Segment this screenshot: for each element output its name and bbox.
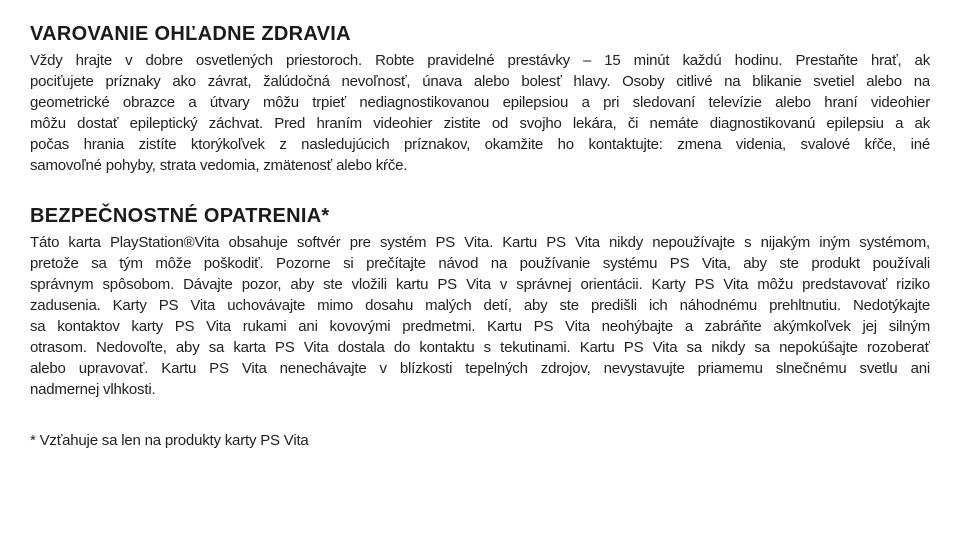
safety-precautions-paragraph [30,232,930,400]
health-warning-section [30,22,930,176]
safety-precautions-section [30,204,930,400]
health-warning-line: pociťujete príznaky ako závrat, žalúdočná nevoľnosť, únava alebo bolesť hlavy. Osoby citlivé na blikanie svetiel alebo na [30,73,930,90]
health-warning-paragraph [30,50,930,176]
health-warning-line: samovoľné pohyby, strata vedomia, zmätenosť alebo kŕče. [30,157,408,174]
safety-precautions-line: pretože sa tým môže poškodiť. Pozorne si prečítajte návod na používanie systému PS Vita, aby ste produkt používali [30,255,930,272]
safety-precautions-line: nadmernej vlhkosti. [30,381,156,398]
safety-precautions-line: Táto karta PlayStation®Vita obsahuje softvér pre systém PS Vita. Kartu PS Vita nikdy nepoužívajte s nijakým iným systémom, [30,234,930,251]
health-warning-line: môžu dostať epileptický záchvat. Pred hraním videohier zistite od svojho lekára, či nemáte diagnostikovanú epilepsiu a ak [30,115,930,132]
health-warning-title: VAROVANIE OHĽADNE ZDRAVIA [30,23,351,45]
health-warning-line: geometrické obrazce a útvary môžu trpieť nediagnostikovanou epilepsiou a pri sledovaní televízie alebo hraní videohier [30,94,930,111]
safety-precautions-line: otrasom. Nedovoľte, aby sa karta PS Vita dostala do kontaktu s tekutinami. Kartu PS Vita sa nikdy sa nepokúšajte rozoberať [30,339,930,356]
safety-precautions-line: sa kontaktov karty PS Vita rukami ani kovovými predmetmi. Kartu PS Vita neohýbajte a zabráňte akýmkoľvek jej silným [30,318,930,335]
safety-precautions-line: alebo upravovať. Kartu PS Vita nenechávajte v blízkosti tepelných zdrojov, nevystavujte priamemu slnečnému svetlu ani [30,360,930,377]
health-warning-line: Vždy hrajte v dobre osvetlených priestoroch. Robte pravidelné prestávky – 15 minút každú hodinu. Prestaňte hrať, ak [30,52,930,69]
footnote: * Vzťahuje sa len na produkty karty PS Vita [30,432,309,449]
safety-precautions-line: zadusenia. Karty PS Vita uchovávajte mimo dosahu malých detí, aby ste predišli ich náhodnému prehltnutiu. Nedotýkajte [30,297,930,314]
safety-precautions-title: BEZPEČNOSTNÉ OPATRENIA* [30,205,330,227]
health-warning-line: počas hrania zistíte ktorýkoľvek z nasledujúcich príznakov, okamžite ho kontaktujte: zmena videnia, svalové kŕče, iné [30,136,930,153]
safety-precautions-line: správnym spôsobom. Dávajte pozor, aby ste vložili kartu PS Vita v správnej orientácii. Karty PS Vita môžu predstavovať riziko [30,276,930,293]
